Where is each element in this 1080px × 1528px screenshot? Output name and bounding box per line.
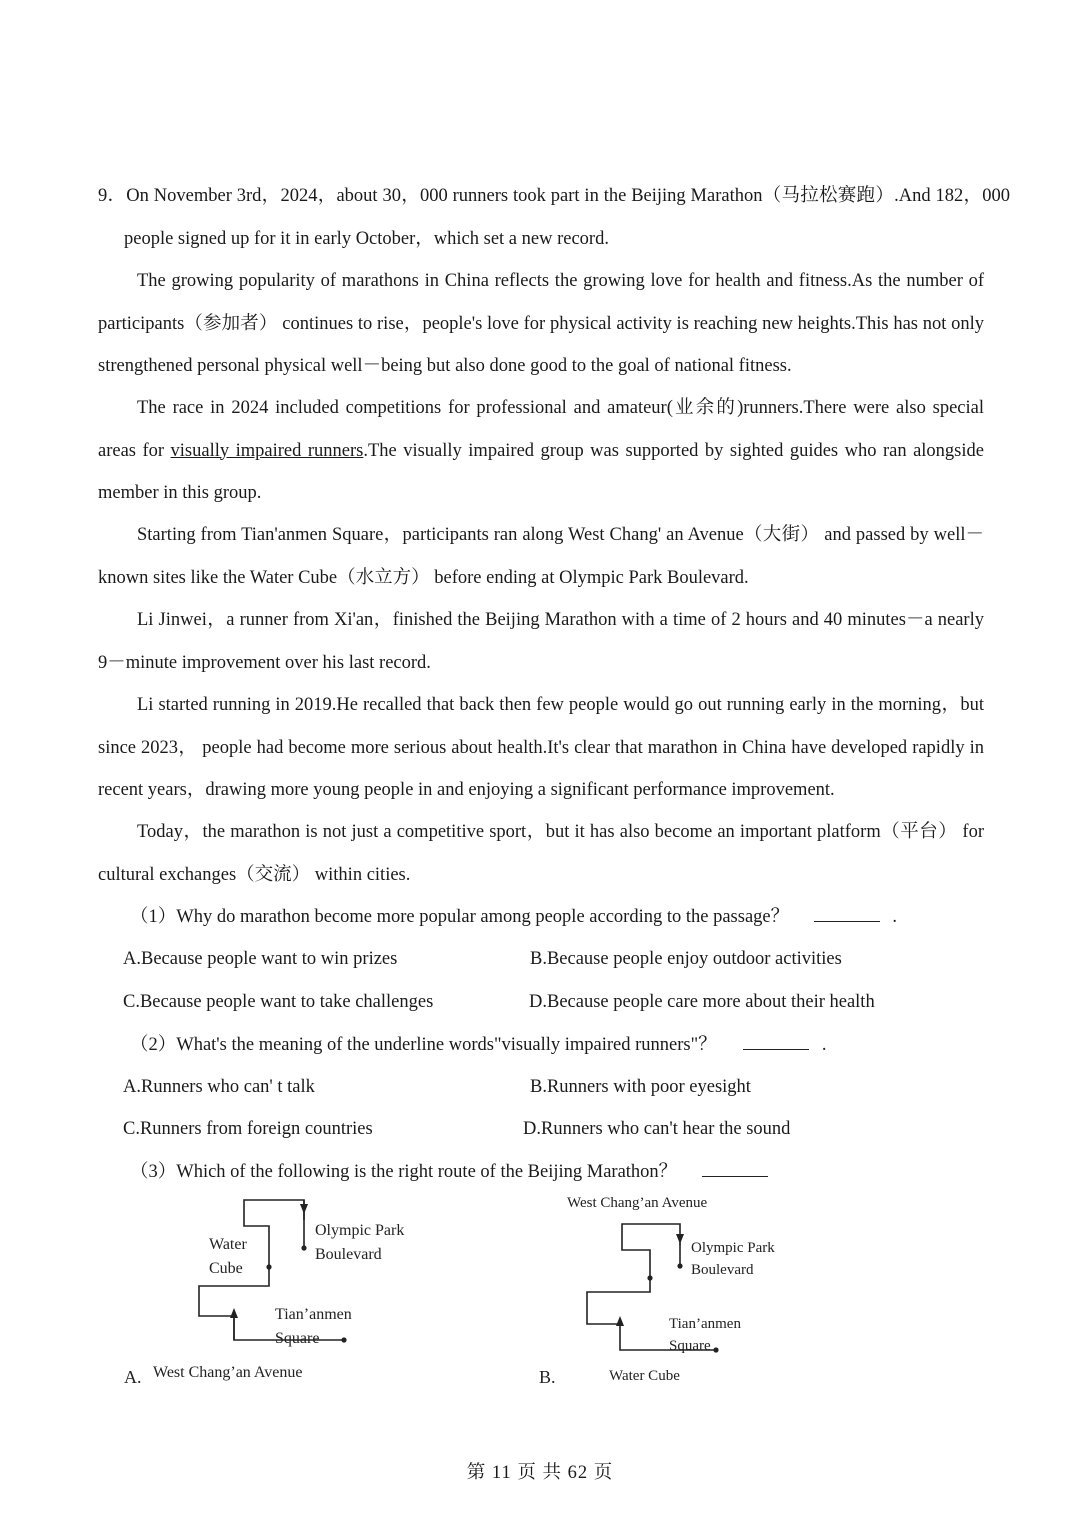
route-map-a[interactable] bbox=[110, 1190, 450, 1400]
q1-option-b[interactable]: B.Because people enjoy outdoor activities bbox=[530, 949, 842, 969]
passage-paragraph-2: The growing popularity of marathons in China reflects the growing love for health and fitness.As the number of participants（参加者） continues to rise，people's love for physical activity is reaching new heights.This has not only strengthened personal physical well－being but also done good to the goal of national fitness. bbox=[98, 271, 984, 376]
map-a-letter: A. bbox=[124, 1367, 142, 1387]
q2-option-a[interactable]: A.Runners who can' t talk bbox=[123, 1077, 315, 1097]
q2-option-d[interactable]: D.Runners who can't hear the sound bbox=[523, 1119, 791, 1139]
map-a-tiananmen: Tian’anmen bbox=[275, 1306, 352, 1323]
map-b-avenue: West Chang’an Avenue bbox=[567, 1195, 708, 1211]
underlined-phrase: visually impaired runners bbox=[170, 440, 364, 461]
map-b-olympic: Olympic Park bbox=[691, 1240, 775, 1256]
route-a-start-dot bbox=[341, 1337, 346, 1342]
map-a-avenue: West Chang’an Avenue bbox=[153, 1364, 303, 1381]
answer-blank-3[interactable] bbox=[702, 1160, 768, 1177]
q1-option-d[interactable]: D.Because people care more about their health bbox=[529, 992, 875, 1012]
q1-option-a[interactable]: A.Because people want to win prizes bbox=[123, 949, 398, 969]
map-b-letter: B. bbox=[539, 1367, 556, 1387]
route-b-arrow-down bbox=[676, 1234, 684, 1244]
question-2-stem: （2）What's the meaning of the underline words"visually impaired runners"？ . bbox=[130, 1035, 827, 1055]
route-b-end-dot bbox=[677, 1263, 682, 1268]
route-b-arrow-up bbox=[616, 1316, 624, 1326]
route-map-b[interactable] bbox=[530, 1190, 800, 1400]
route-b-path bbox=[587, 1224, 680, 1330]
passage-paragraph-3: The race in 2024 included competitions for professional and amateur(业余的)runners.There were also special areas for visually impaired runners.The visually impaired group was supported by sighted guides who ran alongside member in this group. bbox=[98, 398, 984, 503]
map-a-water: Water bbox=[209, 1236, 247, 1253]
q2-option-b[interactable]: B.Runners with poor eyesight bbox=[530, 1077, 751, 1097]
question-1-stem: （1）Why do marathon become more popular among people according to the passage？ . bbox=[130, 907, 897, 927]
passage-paragraph-7: Today，the marathon is not just a competitive sport，but it has also become an important platform（平台） for cultural exchanges（交流） within cities. bbox=[98, 822, 984, 885]
q2-option-c[interactable]: C.Runners from foreign countries bbox=[123, 1119, 373, 1139]
map-a-boulevard: Boulevard bbox=[315, 1246, 382, 1263]
map-b-square: Square bbox=[669, 1338, 711, 1354]
map-a-cube: Cube bbox=[209, 1260, 243, 1277]
map-a-olympic: Olympic Park bbox=[315, 1222, 405, 1239]
q1-option-c[interactable]: C.Because people want to take challenges bbox=[123, 992, 434, 1012]
map-b-water-cube: Water Cube bbox=[609, 1368, 680, 1384]
page-footer: 第 11 页 共 62 页 bbox=[466, 1463, 614, 1483]
route-a-arrow-up bbox=[230, 1308, 238, 1318]
map-a-square: Square bbox=[275, 1330, 320, 1347]
route-b-start-dot bbox=[713, 1347, 718, 1352]
passage-paragraph-6: Li started running in 2019.He recalled that back then few people would go out running early in the morning，but since 2023， people had become more serious about health.It's clear that marathon in China have developed rapidly in recent years，drawing more young people in and enjoying a significant performance improvement. bbox=[98, 695, 984, 800]
passage-paragraph-5: Li Jinwei，a runner from Xi'an，finished the Beijing Marathon with a time of 2 hours and 40 minutes－a nearly 9－minute improvement over his last record. bbox=[98, 610, 984, 673]
map-b-tiananmen: Tian’anmen bbox=[669, 1316, 741, 1332]
answer-blank-2[interactable] bbox=[743, 1033, 809, 1050]
question-3-stem: （3）Which of the following is the right route of the Beijing Marathon？ bbox=[130, 1160, 768, 1184]
passage-paragraph-4: Starting from Tian'anmen Square，participants ran along West Chang' an Avenue（大街） and passed by well－known sites like the Water Cube（水立方） before ending at Olympic Park Boulevard. bbox=[98, 525, 984, 588]
passage-paragraph-1: 9．On November 3rd，2024，about 30，000 runners took part in the Beijing Marathon（马拉松赛跑）.And 182，000 people signed up for it in early October，which set a new record. bbox=[98, 186, 1010, 249]
answer-blank-1[interactable] bbox=[814, 905, 880, 922]
route-b-mid-dot bbox=[647, 1275, 652, 1280]
map-b-boulevard: Boulevard bbox=[691, 1262, 754, 1278]
route-a-water-cube-dot bbox=[266, 1264, 271, 1269]
